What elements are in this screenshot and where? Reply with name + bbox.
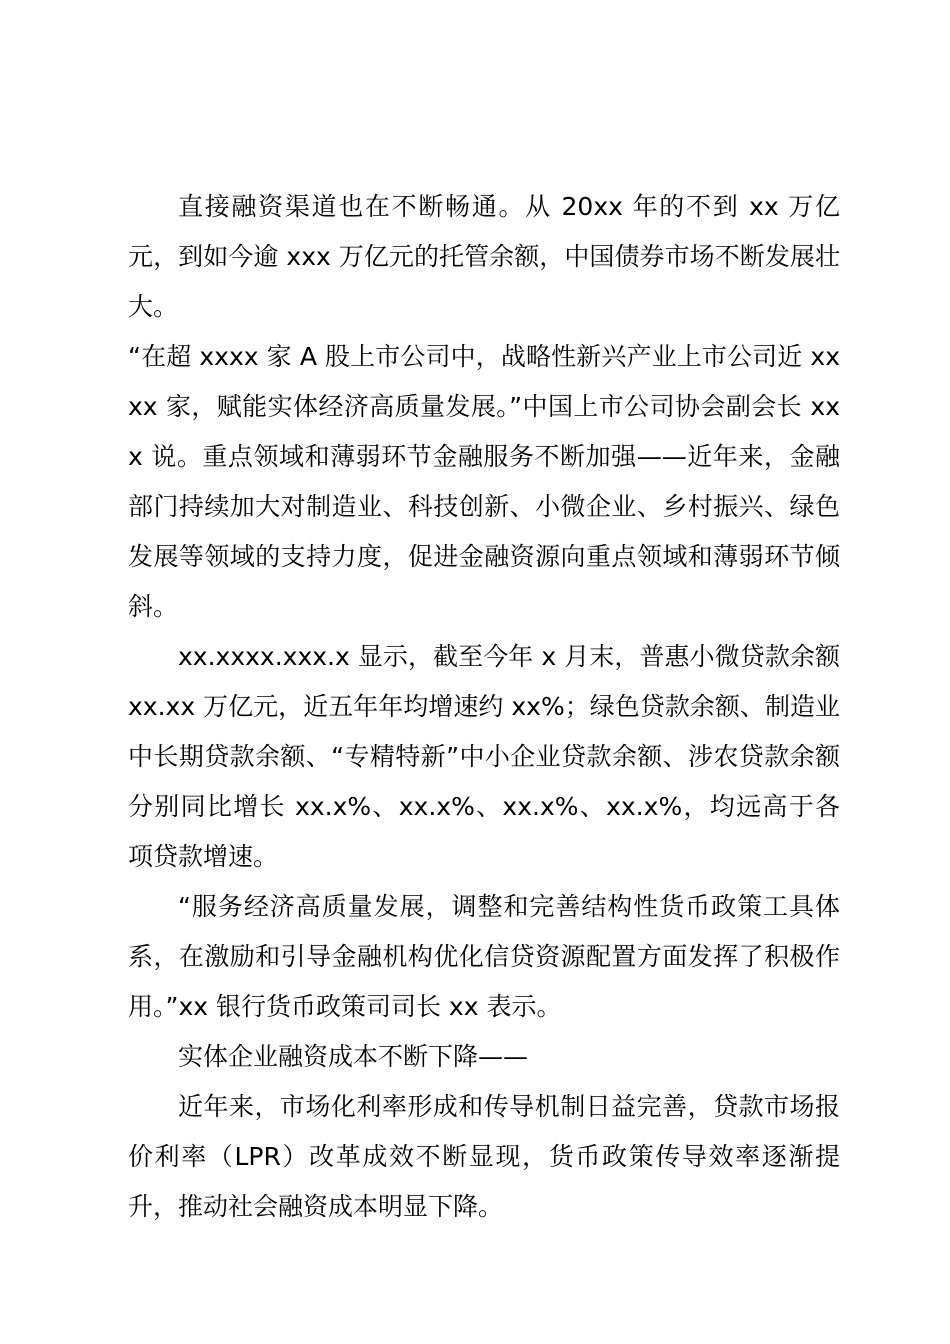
paragraph-listed-companies: “在超 xxxx 家 A 股上市公司中，战略性新兴产业上市公司近 xxxx 家，赋能实体经济高质量发展。”中国上市公司协会副会长 xxx 说。重点领域和薄弱环节金融服务不断加强——近年来，金融部门持续加大对制造业、科技创新、小微企业、乡村振兴、绿色发展等领域的支持力度，促进金融资源向重点领域和薄弱环节倾斜。: [128, 342, 840, 621]
paragraph-lpr-reform: 近年来，市场化利率形成和传导机制日益完善，贷款市场报价利率（LPR）改革成效不断显现，货币政策传导效率逐渐提升，推动社会融资成本明显下降。: [128, 1092, 840, 1221]
document-body: [128, 182, 840, 1232]
paragraph-loan-statistics: xx.xxxx.xxx.x 显示，截至今年 x 月末，普惠小微贷款余额 xx.xx 万亿元，近五年年均增速约 xx%；绿色贷款余额、制造业中长期贷款余额、“专精特新”中小企业贷款余额、涉农贷款余额分别同比增长 xx.x%、xx.x%、xx.x%、xx.x%，均远高于各项贷款增速。: [128, 642, 840, 871]
paragraph-monetary-policy-quote: “服务经济高质量发展，调整和完善结构性货币政策工具体系，在激励和引导金融机构优化信贷资源配置方面发挥了积极作用。”xx 银行货币政策司司长 xx 表示。: [128, 892, 840, 1021]
paragraph-financing-cost-heading: 实体企业融资成本不断下降——: [178, 1042, 529, 1071]
paragraph-bond-market: 直接融资渠道也在不断畅通。从 20xx 年的不到 xx 万亿元，到如今逾 xxx 万亿元的托管余额，中国债券市场不断发展壮大。: [128, 192, 840, 321]
